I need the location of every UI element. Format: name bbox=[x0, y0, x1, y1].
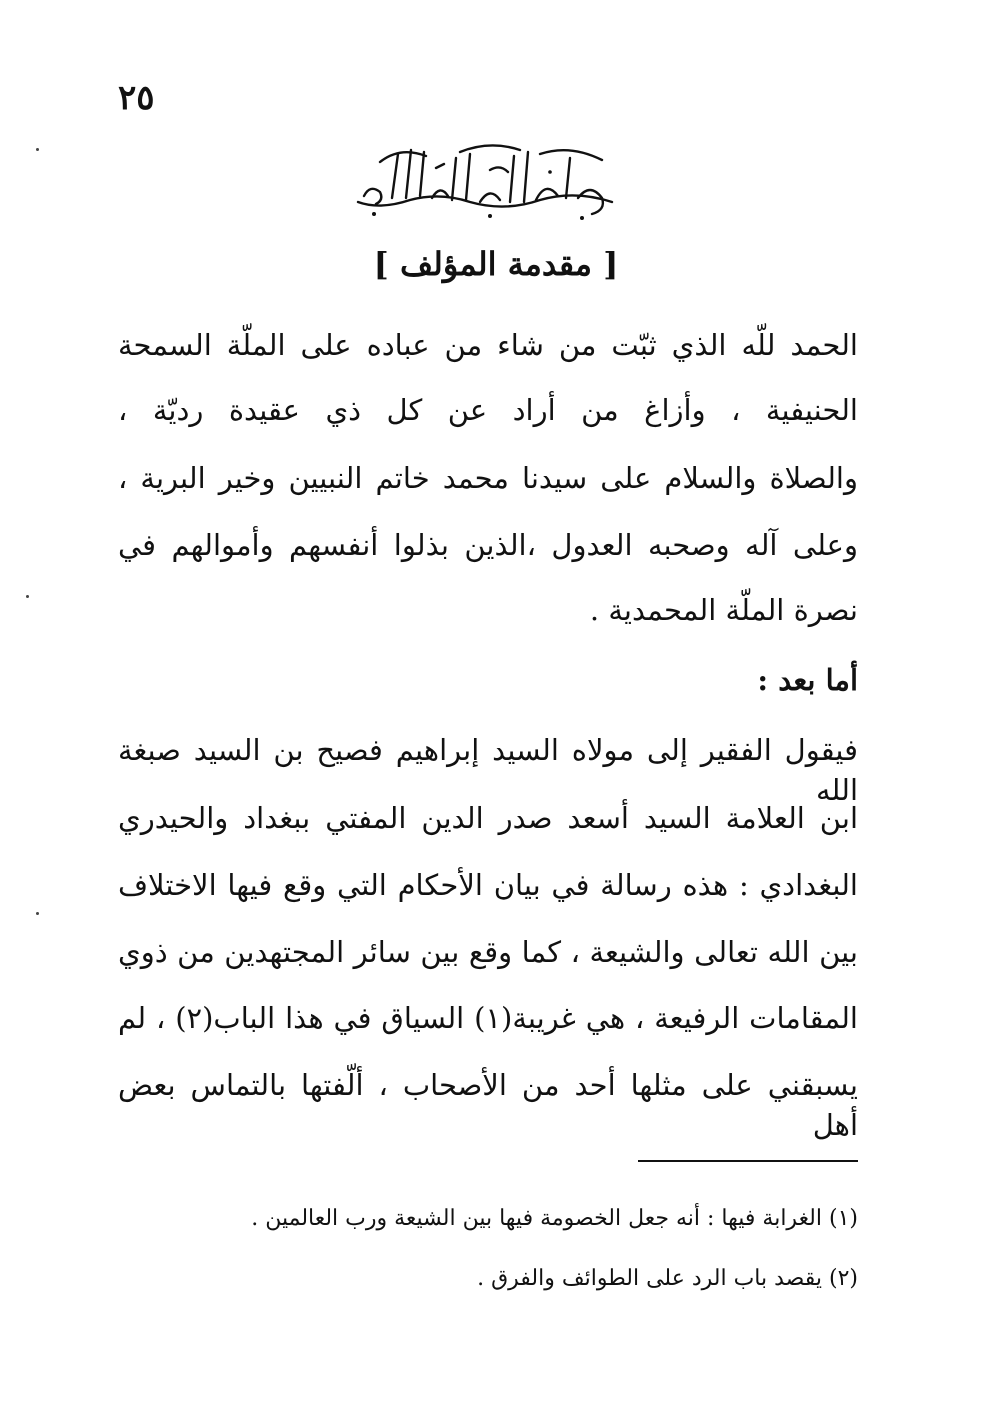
basmala-calligraphy bbox=[340, 140, 630, 225]
body-line: وعلى آله وصحبه العدول ،الذين بذلوا أنفسهم وأموالهم في bbox=[118, 528, 858, 562]
scan-speck bbox=[36, 912, 39, 915]
body-line: نصرة الملّة المحمدية . bbox=[589, 593, 858, 627]
body-line: فيقول الفقير إلى مولاه السيد إبراهيم فصيح بن السيد صبغة الله bbox=[118, 733, 858, 807]
body-line: والصلاة والسلام على سيدنا محمد خاتم النبيين وخير البرية ، bbox=[118, 461, 858, 495]
body-line: الحنيفية ، وأزاغ من أراد عن كل ذي عقيدة رديّة ، bbox=[118, 393, 858, 427]
footnote-2: (٢) يقصد باب الرد على الطوائف والفرق . bbox=[477, 1266, 858, 1291]
footnote-separator bbox=[638, 1160, 858, 1162]
scan-speck bbox=[26, 595, 29, 598]
body-line: بين الله تعالى والشيعة ، كما وقع بين سائر المجتهدين من ذوي bbox=[118, 935, 858, 969]
footnote-1: (١) الغرابة فيها : أنه جعل الخصومة فيها بين الشيعة ورب العالمين . bbox=[251, 1206, 858, 1231]
body-line: المقامات الرفيعة ، هي غريبة(١) السياق في هذا الباب(٢) ، لم bbox=[118, 1001, 858, 1035]
scan-speck bbox=[36, 148, 39, 151]
body-line: الحمد للّه الذي ثبّت من شاء من عباده على الملّة السمحة bbox=[118, 328, 858, 362]
body-line: يسبقني على مثلها أحد من الأصحاب ، ألّفتها بالتماس بعض أهل bbox=[118, 1068, 858, 1142]
amma-bad-heading: أما بعد : bbox=[757, 663, 858, 697]
section-title: [ مقدمة المؤلف ] bbox=[373, 245, 619, 283]
page-number: ٢٥ bbox=[118, 78, 155, 118]
body-line: ابن العلامة السيد أسعد صدر الدين المفتي ببغداد والحيدري bbox=[118, 801, 858, 835]
body-line: البغدادي : هذه رسالة في بيان الأحكام التي وقع فيها الاختلاف bbox=[118, 868, 858, 902]
